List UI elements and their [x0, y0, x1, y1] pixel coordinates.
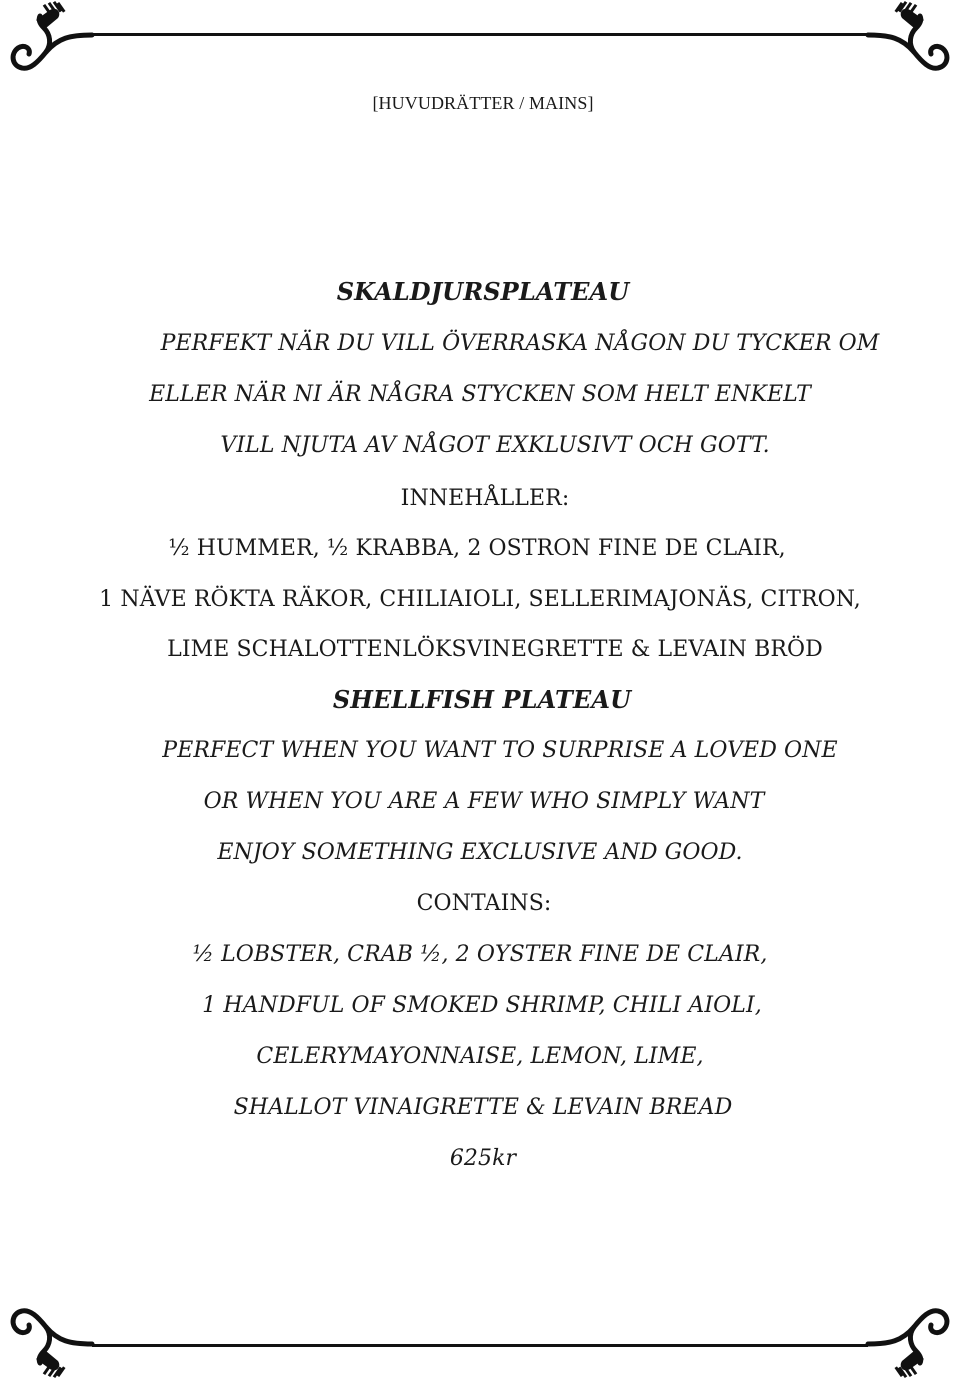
intro-line-swedish-2: ELLER NÄR NI ÄR NÅGRA STYCKEN SOM HELT ENKELT [149, 382, 811, 407]
intro-line-english-3: ENJOY SOMETHING EXCLUSIVE AND GOOD. [217, 840, 743, 865]
contents-line-english-2: 1 HANDFUL OF SMOKED SHRIMP, CHILI AIOLI, [202, 993, 762, 1018]
fork-flourish-icon [0, 0, 140, 100]
contains-label-swedish: INNEHÅLLER: [400, 486, 570, 511]
intro-line-english-1: PERFECT WHEN YOU WANT TO SURPRISE A LOVED ONE [162, 738, 838, 763]
contains-label-english: CONTAINS: [416, 891, 552, 916]
fork-flourish-icon [820, 1279, 960, 1379]
intro-line-english-2: OR WHEN YOU ARE A FEW WHO SIMPLY WANT [203, 789, 765, 814]
contents-line-english-4: SHALLOT VINAIGRETTE & LEVAIN BREAD [233, 1095, 733, 1120]
contents-line-english-1: ½ LOBSTER, CRAB ½, 2 OYSTER FINE DE CLAIR, [192, 942, 768, 967]
dish-title-swedish: SKALDJURSPLATEAU [336, 277, 630, 306]
fork-flourish-icon [820, 0, 960, 100]
contents-line-swedish-1: ½ HUMMER, ½ KRABBA, 2 OSTRON FINE DE CLAIR, [168, 536, 786, 561]
contents-line-english-3: CELERYMAYONNAISE, LEMON, LIME, [256, 1044, 704, 1069]
section-header: [HUVUDRÄTTER / MAINS] [372, 93, 594, 113]
intro-line-swedish-3: VILL NJUTA AV NÅGOT EXKLUSIVT OCH GOTT. [220, 433, 770, 458]
dish-title-english: SHELLFISH PLATEAU [332, 685, 632, 714]
fork-flourish-icon [0, 1279, 140, 1379]
bottom-border-line [92, 1344, 868, 1347]
intro-line-swedish-1: PERFEKT NÄR DU VILL ÖVERRASKA NÅGON DU TYCKER OM [160, 331, 880, 356]
top-border-line [92, 33, 868, 36]
contents-line-swedish-3: LIME SCHALOTTENLÖKSVINEGRETTE & LEVAIN BRÖD [167, 637, 823, 662]
price: 625kr [449, 1146, 517, 1171]
contents-line-swedish-2: 1 NÄVE RÖKTA RÄKOR, CHILIAIOLI, SELLERIMAJONÄS, CITRON, [99, 587, 861, 612]
